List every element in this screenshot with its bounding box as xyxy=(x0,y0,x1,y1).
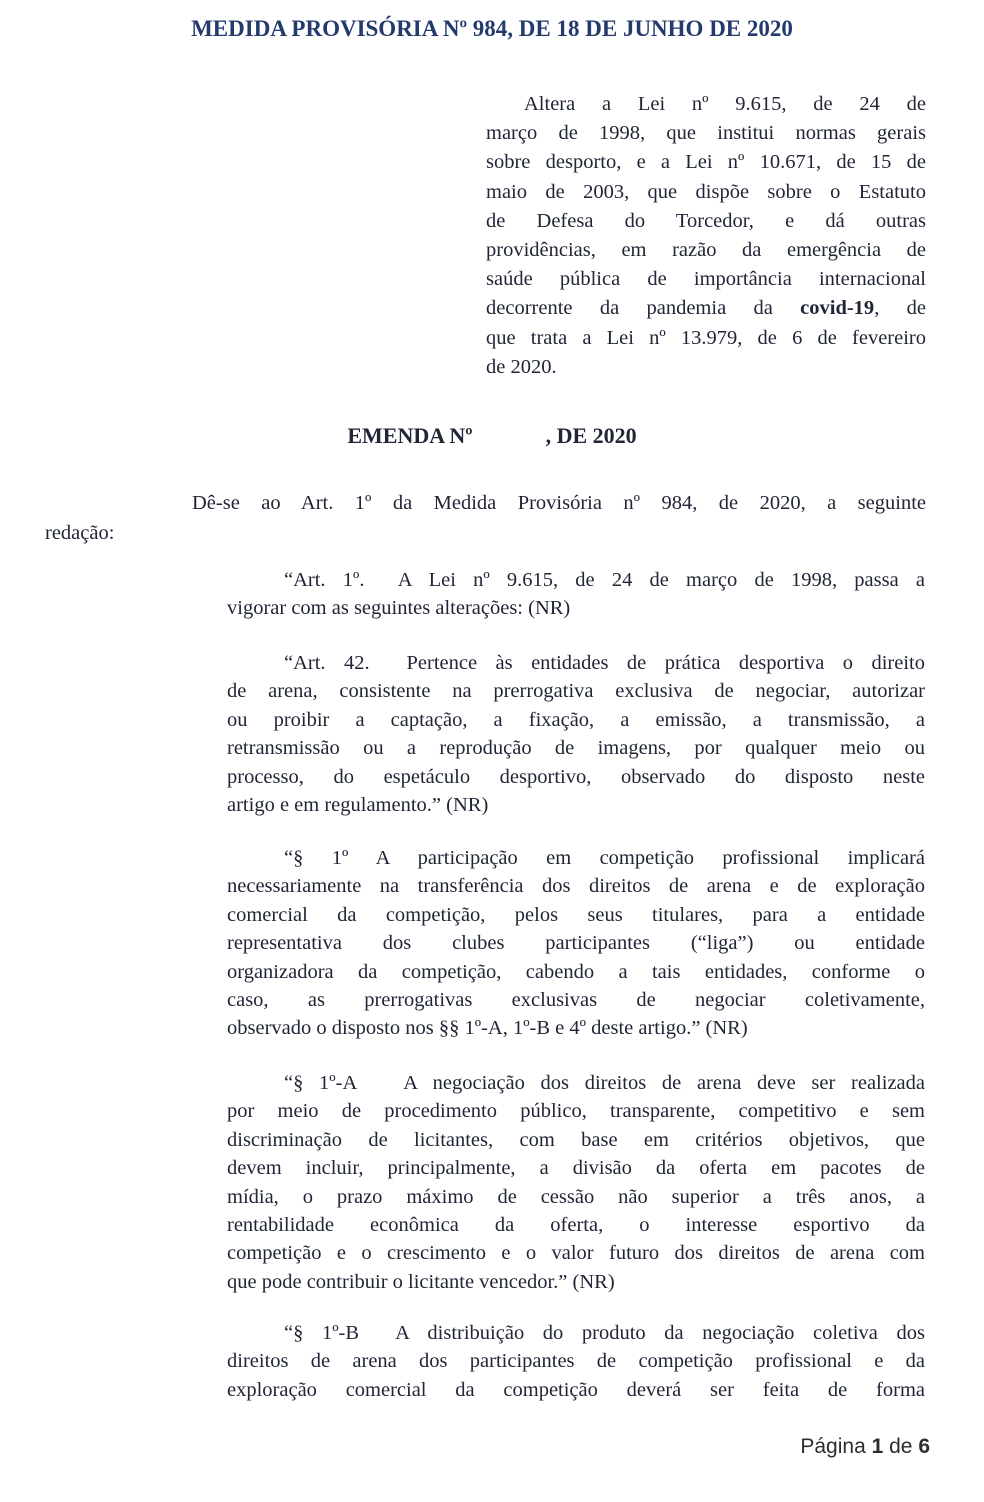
text-line: maio de 2003, que dispõe sobre o Estatuto xyxy=(486,180,926,203)
text-line: de arena, consistente na prerrogativa exclusiva de negociar, autorizar xyxy=(227,680,925,703)
text-line: mídia, o prazo máximo de cessão não superior a três anos, a xyxy=(227,1185,925,1208)
text-line: que pode contribuir o licitante vencedor.” (NR) xyxy=(227,1270,615,1293)
intro-paragraph xyxy=(45,489,926,548)
text-line: processo, do espetáculo desportivo, observado do disposto neste xyxy=(227,765,925,788)
bold-term: covid-19 xyxy=(800,297,875,320)
text-line: de Defesa do Torcedor, e dá outras xyxy=(486,209,926,232)
page-number-footer xyxy=(45,1434,930,1459)
text-line: “§ 1º-B A distribuição do produto da negociação coletiva dos xyxy=(284,1322,925,1344)
text-line: necessariamente na transferência dos direitos de arena e de exploração xyxy=(227,875,925,898)
text-line: representativa dos clubes participantes (“liga”) ou entidade xyxy=(227,932,925,955)
text-line: exploração comercial da competição deverá ser feita de forma xyxy=(227,1378,925,1401)
text-line: direitos de arena dos participantes de competição profissional e da xyxy=(227,1350,925,1373)
emenda-year-label: , DE 2020 xyxy=(545,423,637,448)
text-line: providências, em razão da emergência de xyxy=(486,239,926,262)
text-line: de 2020. xyxy=(486,355,557,378)
text-line: rentabilidade econômica da oferta, o interesse esportivo da xyxy=(227,1214,925,1237)
quote-paragraph-1 xyxy=(227,844,925,1043)
text-line: “§ 1º A participação em competição profissional implicará xyxy=(284,847,925,869)
text-line: comercial da competição, pelos seus titulares, para a entidade xyxy=(227,903,925,926)
text-line: artigo e em regulamento.” (NR) xyxy=(227,794,489,817)
ementa-paragraph xyxy=(486,90,926,382)
footer-page-total: 6 xyxy=(918,1435,930,1458)
text-line: devem incluir, principalmente, a divisão da oferta em pacotes de xyxy=(227,1157,925,1180)
text-line: vigorar com as seguintes alterações: (NR) xyxy=(227,597,571,620)
footer-page-number: 1 xyxy=(871,1435,884,1458)
emenda-number-label: EMENDA Nº xyxy=(347,423,473,448)
text-line: saúde pública de importância internacional xyxy=(486,268,926,291)
text-line: caso, as prerrogativas exclusivas de negociar coletivamente, xyxy=(227,989,925,1012)
document-title: MEDIDA PROVISÓRIA Nº 984, DE 18 DE JUNHO DE 2020 xyxy=(191,16,793,41)
text-line: Dê-se ao Art. 1º da Medida Provisória nº 984, de 2020, a seguinte xyxy=(192,492,926,514)
quote-paragraph-1b xyxy=(227,1319,925,1404)
emenda-heading xyxy=(0,423,984,449)
text-line: que trata a Lei nº 13.979, de 6 de fevereiro xyxy=(486,326,926,349)
text-line: março de 1998, que institui normas gerais xyxy=(486,122,926,145)
text-line: decorrente da pandemia da covid-19, de xyxy=(486,297,926,320)
quote-art-42 xyxy=(227,649,925,819)
text-line: “§ 1º-A A negociação dos direitos de arena deve ser realizada xyxy=(284,1072,925,1094)
text-line: retransmissão ou a reprodução de imagens, por qualquer meio ou xyxy=(227,737,925,760)
text-line: sobre desporto, e a Lei nº 10.671, de 15 de xyxy=(486,151,926,174)
quote-art-1 xyxy=(227,566,925,623)
text-line: competição e o crescimento e o valor futuro dos direitos de arena com xyxy=(227,1242,925,1265)
text-line: Altera a Lei nº 9.615, de 24 de xyxy=(524,93,926,115)
text-line: “Art. 42. Pertence às entidades de prática desportiva o direito xyxy=(284,652,925,674)
footer-page-label: Página xyxy=(800,1435,872,1458)
footer-of-label: de xyxy=(883,1435,919,1458)
text-line: ou proibir a captação, a fixação, a emissão, a transmissão, a xyxy=(227,708,925,731)
text-line: redação: xyxy=(45,521,115,544)
text-line: “Art. 1º. A Lei nº 9.615, de 24 de março de 1998, passa a xyxy=(284,569,925,591)
text-line: por meio de procedimento público, transparente, competitivo e sem xyxy=(227,1100,925,1123)
text-line: observado o disposto nos §§ 1º-A, 1º-B e 4º deste artigo.” (NR) xyxy=(227,1017,748,1040)
text-line: discriminação de licitantes, com base em critérios objetivos, que xyxy=(227,1128,925,1151)
text-line: organizadora da competição, cabendo a tais entidades, conforme o xyxy=(227,960,925,983)
quote-paragraph-1a xyxy=(227,1069,925,1296)
